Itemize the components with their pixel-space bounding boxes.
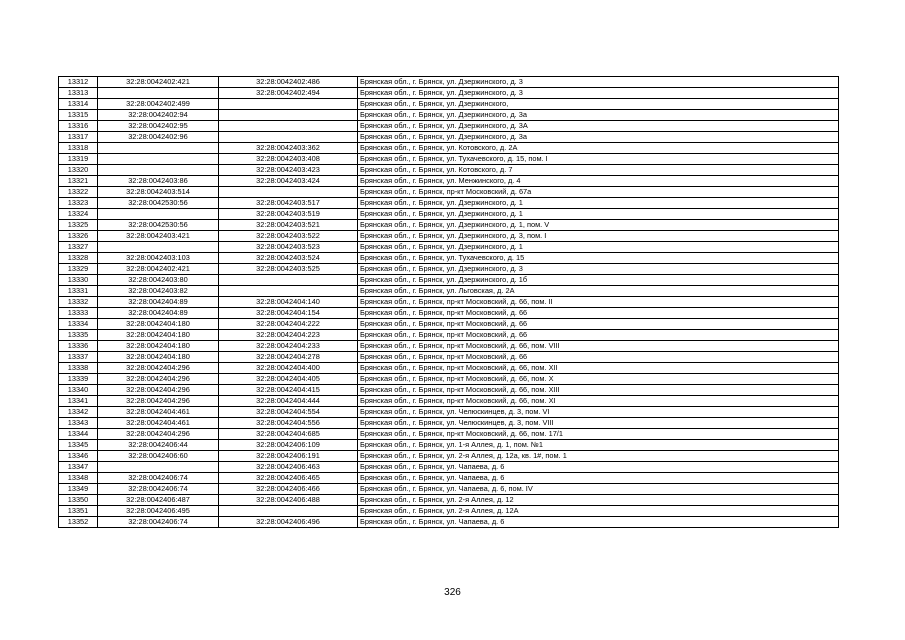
row-number-cell: 13350 [59,495,98,506]
object-cadastral-number-cell: 32:28:0042403:424 [219,176,358,187]
row-number-cell: 13335 [59,330,98,341]
row-number-cell: 13347 [59,462,98,473]
table-row [59,132,839,143]
address-cell: Брянская обл., г. Брянск, ул. Чапаева, д. 6 [358,517,839,528]
row-number-cell: 13328 [59,253,98,264]
table-row [59,198,839,209]
cadastral-number-cell [98,165,219,176]
cadastral-number-cell: 32:28:0042404:89 [98,297,219,308]
object-cadastral-number-cell: 32:28:0042406:465 [219,473,358,484]
object-cadastral-number-cell: 32:28:0042404:405 [219,374,358,385]
cadastral-number-cell: 32:28:0042402:96 [98,132,219,143]
address-cell: Брянская обл., г. Брянск, ул. Дзержинского, д. 3 [358,88,839,99]
cadastral-number-cell: 32:28:0042402:421 [98,264,219,275]
row-number-cell: 13319 [59,154,98,165]
table-row [59,209,839,220]
object-cadastral-number-cell: 32:28:0042403:519 [219,209,358,220]
table-row [59,154,839,165]
address-cell: Брянская обл., г. Брянск, ул. 2-я Аллея, д. 12А [358,506,839,517]
row-number-cell: 13321 [59,176,98,187]
table-row [59,242,839,253]
row-number-cell: 13338 [59,363,98,374]
row-number-cell: 13352 [59,517,98,528]
table-row [59,407,839,418]
row-number-cell: 13344 [59,429,98,440]
table-row [59,286,839,297]
row-number-cell: 13315 [59,110,98,121]
address-cell: Брянская обл., г. Брянск, ул. Тухачевского, д. 15 [358,253,839,264]
object-cadastral-number-cell [219,132,358,143]
row-number-cell: 13334 [59,319,98,330]
row-number-cell: 13322 [59,187,98,198]
row-number-cell: 13342 [59,407,98,418]
cadastral-number-cell [98,242,219,253]
row-number-cell: 13336 [59,341,98,352]
object-cadastral-number-cell: 32:28:0042404:154 [219,308,358,319]
object-cadastral-number-cell: 32:28:0042403:517 [219,198,358,209]
object-cadastral-number-cell: 32:28:0042406:191 [219,451,358,462]
table-row [59,264,839,275]
cadastral-number-cell: 32:28:0042404:296 [98,363,219,374]
cadastral-number-cell: 32:28:0042404:180 [98,330,219,341]
row-number-cell: 13343 [59,418,98,429]
address-cell: Брянская обл., г. Брянск, ул. Дзержинского, д. 3, пом. I [358,231,839,242]
address-cell: Брянская обл., г. Брянск, пр-кт Московский, д. 66, пом. VIII [358,341,839,352]
table-row [59,330,839,341]
object-cadastral-number-cell [219,99,358,110]
cadastral-number-cell: 32:28:0042406:487 [98,495,219,506]
row-number-cell: 13318 [59,143,98,154]
object-cadastral-number-cell [219,506,358,517]
table-row [59,506,839,517]
address-cell: Брянская обл., г. Брянск, пр-кт Московский, д. 66 [358,319,839,330]
table-row [59,99,839,110]
table-row [59,220,839,231]
registry-table-body [59,77,839,528]
object-cadastral-number-cell: 32:28:0042403:362 [219,143,358,154]
cadastral-number-cell: 32:28:0042404:296 [98,396,219,407]
cadastral-number-cell: 32:28:0042403:82 [98,286,219,297]
table-row [59,484,839,495]
object-cadastral-number-cell: 32:28:0042404:415 [219,385,358,396]
row-number-cell: 13330 [59,275,98,286]
address-cell: Брянская обл., г. Брянск, ул. Дзержинского, д. 1б [358,275,839,286]
row-number-cell: 13348 [59,473,98,484]
cadastral-number-cell: 32:28:0042406:60 [98,451,219,462]
address-cell: Брянская обл., г. Брянск, ул. Котовского, д. 2А [358,143,839,154]
row-number-cell: 13324 [59,209,98,220]
table-row [59,385,839,396]
table-row [59,374,839,385]
object-cadastral-number-cell: 32:28:0042404:444 [219,396,358,407]
object-cadastral-number-cell: 32:28:0042406:109 [219,440,358,451]
cadastral-number-cell: 32:28:0042406:495 [98,506,219,517]
table-row [59,143,839,154]
cadastral-number-cell: 32:28:0042406:44 [98,440,219,451]
object-cadastral-number-cell: 32:28:0042403:408 [219,154,358,165]
object-cadastral-number-cell [219,275,358,286]
row-number-cell: 13313 [59,88,98,99]
object-cadastral-number-cell: 32:28:0042406:488 [219,495,358,506]
table-row [59,341,839,352]
table-row [59,297,839,308]
address-cell: Брянская обл., г. Брянск, пр-кт Московский, д. 66 [358,330,839,341]
address-cell: Брянская обл., г. Брянск, ул. Челюскинцев, д. 3, пом. VIII [358,418,839,429]
table-row [59,429,839,440]
cadastral-number-cell: 32:28:0042403:103 [98,253,219,264]
row-number-cell: 13333 [59,308,98,319]
cadastral-number-cell: 32:28:0042404:180 [98,352,219,363]
address-cell: Брянская обл., г. Брянск, пр-кт Московский, д. 66, пом. II [358,297,839,308]
table-row [59,451,839,462]
address-cell: Брянская обл., г. Брянск, ул. Дзержинского, д. 1 [358,209,839,220]
row-number-cell: 13317 [59,132,98,143]
cadastral-number-cell: 32:28:0042404:296 [98,385,219,396]
address-cell: Брянская обл., г. Брянск, ул. Дзержинского, д. 1 [358,242,839,253]
object-cadastral-number-cell: 32:28:0042404:223 [219,330,358,341]
address-cell: Брянская обл., г. Брянск, ул. Дзержинского, д. 3а [358,110,839,121]
address-cell: Брянская обл., г. Брянск, ул. Дзержинского, д. 3А [358,121,839,132]
object-cadastral-number-cell: 32:28:0042404:278 [219,352,358,363]
object-cadastral-number-cell: 32:28:0042403:525 [219,264,358,275]
table-row [59,308,839,319]
object-cadastral-number-cell: 32:28:0042404:222 [219,319,358,330]
address-cell: Брянская обл., г. Брянск, ул. 1-я Аллея, д. 1, пом. №1 [358,440,839,451]
cadastral-number-cell: 32:28:0042403:80 [98,275,219,286]
address-cell: Брянская обл., г. Брянск, ул. Дзержинского, д. 1, пом. V [358,220,839,231]
table-row [59,352,839,363]
table-row [59,121,839,132]
table-row [59,275,839,286]
address-cell: Брянская обл., г. Брянск, ул. Дзержинского, д. 1 [358,198,839,209]
cadastral-number-cell: 32:28:0042406:74 [98,473,219,484]
row-number-cell: 13316 [59,121,98,132]
cadastral-number-cell: 32:28:0042403:421 [98,231,219,242]
object-cadastral-number-cell: 32:28:0042404:233 [219,341,358,352]
address-cell: Брянская обл., г. Брянск, пр-кт Московский, д. 66, пом. XI [358,396,839,407]
table-row [59,319,839,330]
table-row [59,187,839,198]
address-cell: Брянская обл., г. Брянск, ул. Льговская, д. 2А [358,286,839,297]
cadastral-number-cell [98,143,219,154]
object-cadastral-number-cell: 32:28:0042403:522 [219,231,358,242]
object-cadastral-number-cell: 32:28:0042406:463 [219,462,358,473]
table-row [59,418,839,429]
row-number-cell: 13312 [59,77,98,88]
object-cadastral-number-cell: 32:28:0042404:685 [219,429,358,440]
object-cadastral-number-cell [219,187,358,198]
object-cadastral-number-cell: 32:28:0042404:556 [219,418,358,429]
object-cadastral-number-cell: 32:28:0042403:523 [219,242,358,253]
address-cell: Брянская обл., г. Брянск, ул. 2-я Аллея, д. 12а, кв. 1#, пом. 1 [358,451,839,462]
row-number-cell: 13345 [59,440,98,451]
table-row [59,440,839,451]
table-row [59,253,839,264]
cadastral-number-cell: 32:28:0042530:56 [98,220,219,231]
row-number-cell: 13339 [59,374,98,385]
cadastral-number-cell: 32:28:0042530:56 [98,198,219,209]
cadastral-number-cell: 32:28:0042402:499 [98,99,219,110]
cadastral-number-cell: 32:28:0042403:514 [98,187,219,198]
table-row [59,462,839,473]
address-cell: Брянская обл., г. Брянск, ул. 2-я Аллея, д. 12 [358,495,839,506]
address-cell: Брянская обл., г. Брянск, пр-кт Московский, д. 67а [358,187,839,198]
row-number-cell: 13337 [59,352,98,363]
cadastral-number-cell: 32:28:0042403:86 [98,176,219,187]
cadastral-number-cell: 32:28:0042404:296 [98,374,219,385]
object-cadastral-number-cell: 32:28:0042406:466 [219,484,358,495]
address-cell: Брянская обл., г. Брянск, ул. Менжинского, д. 4 [358,176,839,187]
address-cell: Брянская обл., г. Брянск, ул. Дзержинского, д. 3а [358,132,839,143]
object-cadastral-number-cell: 32:28:0042402:494 [219,88,358,99]
cadastral-number-cell: 32:28:0042402:95 [98,121,219,132]
table-row [59,110,839,121]
cadastral-number-cell: 32:28:0042404:296 [98,429,219,440]
cadastral-number-cell [98,88,219,99]
row-number-cell: 13323 [59,198,98,209]
cadastral-number-cell: 32:28:0042404:461 [98,407,219,418]
row-number-cell: 13341 [59,396,98,407]
row-number-cell: 13325 [59,220,98,231]
row-number-cell: 13349 [59,484,98,495]
object-cadastral-number-cell: 32:28:0042406:496 [219,517,358,528]
object-cadastral-number-cell [219,286,358,297]
registry-table [58,76,839,528]
row-number-cell: 13331 [59,286,98,297]
row-number-cell: 13314 [59,99,98,110]
row-number-cell: 13329 [59,264,98,275]
table-row [59,176,839,187]
address-cell: Брянская обл., г. Брянск, ул. Тухачевского, д. 15, пом. I [358,154,839,165]
page-number: 326 [444,587,461,598]
address-cell: Брянская обл., г. Брянск, ул. Челюскинцев, д. 3, пом. VI [358,407,839,418]
cadastral-number-cell: 32:28:0042402:421 [98,77,219,88]
cadastral-number-cell: 32:28:0042404:461 [98,418,219,429]
cadastral-number-cell [98,462,219,473]
table-row [59,77,839,88]
cadastral-number-cell [98,154,219,165]
address-cell: Брянская обл., г. Брянск, ул. Дзержинского, д. 3 [358,264,839,275]
cadastral-number-cell: 32:28:0042404:180 [98,319,219,330]
address-cell: Брянская обл., г. Брянск, пр-кт Московский, д. 66, пом. XIII [358,385,839,396]
table-row [59,495,839,506]
object-cadastral-number-cell: 32:28:0042404:400 [219,363,358,374]
row-number-cell: 13320 [59,165,98,176]
row-number-cell: 13351 [59,506,98,517]
table-row [59,88,839,99]
address-cell: Брянская обл., г. Брянск, пр-кт Московский, д. 66, пом. 17/1 [358,429,839,440]
row-number-cell: 13346 [59,451,98,462]
address-cell: Брянская обл., г. Брянск, пр-кт Московский, д. 66 [358,308,839,319]
table-row [59,165,839,176]
cadastral-number-cell [98,209,219,220]
cadastral-number-cell: 32:28:0042404:180 [98,341,219,352]
address-cell: Брянская обл., г. Брянск, ул. Дзержинского, д. 3 [358,77,839,88]
cadastral-number-cell: 32:28:0042406:74 [98,484,219,495]
address-cell: Брянская обл., г. Брянск, ул. Чапаева, д. 6, пом. IV [358,484,839,495]
address-cell: Брянская обл., г. Брянск, ул. Чапаева, д. 6 [358,473,839,484]
row-number-cell: 13332 [59,297,98,308]
object-cadastral-number-cell: 32:28:0042403:423 [219,165,358,176]
object-cadastral-number-cell: 32:28:0042403:524 [219,253,358,264]
object-cadastral-number-cell [219,110,358,121]
table-row [59,473,839,484]
object-cadastral-number-cell: 32:28:0042404:140 [219,297,358,308]
row-number-cell: 13340 [59,385,98,396]
address-cell: Брянская обл., г. Брянск, пр-кт Московский, д. 66, пом. X [358,374,839,385]
object-cadastral-number-cell: 32:28:0042402:486 [219,77,358,88]
cadastral-number-cell: 32:28:0042402:94 [98,110,219,121]
object-cadastral-number-cell: 32:28:0042403:521 [219,220,358,231]
table-row [59,396,839,407]
row-number-cell: 13326 [59,231,98,242]
address-cell: Брянская обл., г. Брянск, ул. Котовского, д. 7 [358,165,839,176]
table-row [59,231,839,242]
table-row [59,517,839,528]
object-cadastral-number-cell: 32:28:0042404:554 [219,407,358,418]
cadastral-number-cell: 32:28:0042404:89 [98,308,219,319]
table-row [59,363,839,374]
address-cell: Брянская обл., г. Брянск, пр-кт Московский, д. 66 [358,352,839,363]
cadastral-number-cell: 32:28:0042406:74 [98,517,219,528]
address-cell: Брянская обл., г. Брянск, ул. Чапаева, д. 6 [358,462,839,473]
object-cadastral-number-cell [219,121,358,132]
address-cell: Брянская обл., г. Брянск, пр-кт Московский, д. 66, пом. XII [358,363,839,374]
row-number-cell: 13327 [59,242,98,253]
address-cell: Брянская обл., г. Брянск, ул. Дзержинского, [358,99,839,110]
